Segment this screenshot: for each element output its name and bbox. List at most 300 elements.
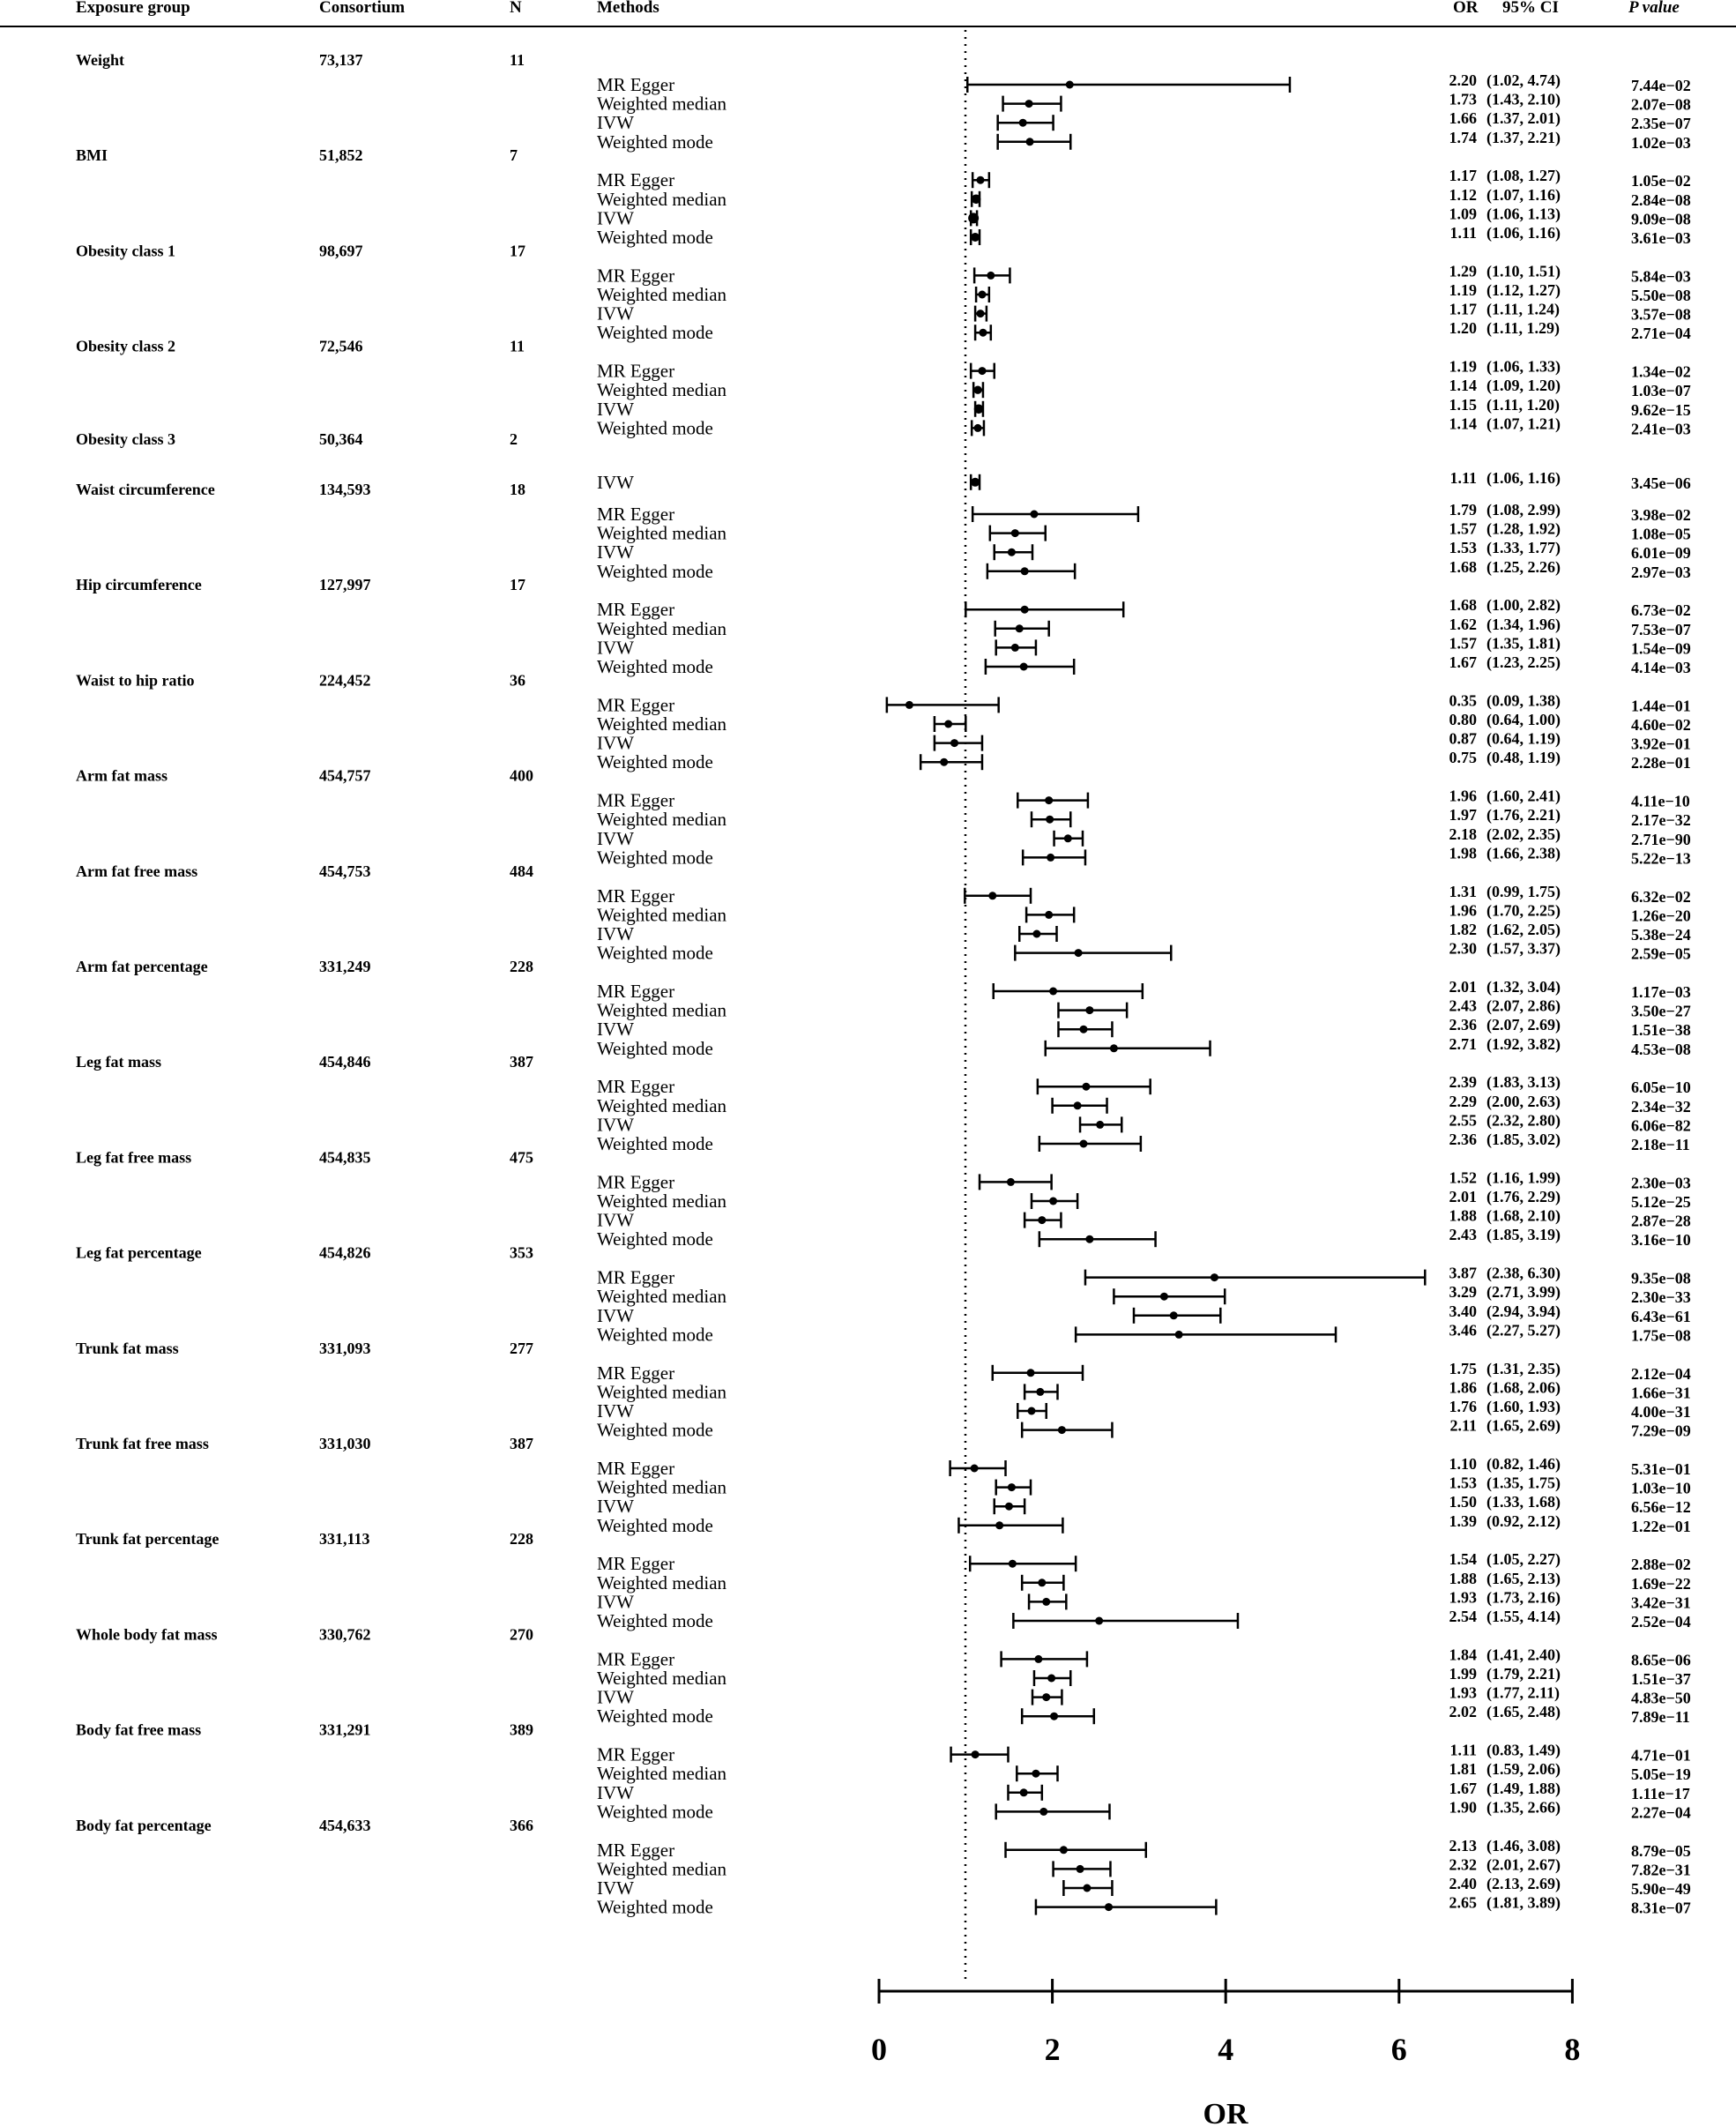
method-label: Weighted median xyxy=(597,1094,727,1116)
method-label: IVW xyxy=(597,923,634,944)
or-value: 1.79 xyxy=(1449,501,1477,519)
ci-value: (1.11, 1.29) xyxy=(1486,319,1560,338)
method-label: Weighted median xyxy=(597,904,727,926)
method-label: Weighted median xyxy=(597,188,727,210)
ci-value: (1.06, 1.13) xyxy=(1486,205,1561,223)
method-label: Weighted mode xyxy=(597,322,713,344)
p-value: 5.31e−01 xyxy=(1631,1460,1691,1478)
ci-value: (1.65, 2.13) xyxy=(1486,1569,1561,1587)
method-label: IVW xyxy=(597,1686,634,1708)
or-value: 1.66 xyxy=(1449,109,1477,128)
point-estimate xyxy=(1005,1503,1013,1511)
p-value: 6.32e−02 xyxy=(1631,887,1691,906)
or-value: 2.20 xyxy=(1449,71,1477,89)
p-value: 8.79e−05 xyxy=(1631,1841,1691,1860)
ci-value: (1.55, 4.14) xyxy=(1486,1608,1561,1625)
ci-value: (1.35, 1.81) xyxy=(1486,634,1561,653)
p-value: 2.52e−04 xyxy=(1631,1613,1691,1631)
group-n: 400 xyxy=(510,766,533,785)
point-estimate xyxy=(1026,138,1034,146)
method-label: IVW xyxy=(597,1114,634,1136)
point-estimate xyxy=(1105,1903,1113,1911)
ci-value: (1.68, 2.10) xyxy=(1486,1206,1561,1225)
point-estimate xyxy=(1046,816,1054,824)
or-value: 1.96 xyxy=(1449,787,1477,805)
point-estimate xyxy=(940,758,948,766)
point-estimate xyxy=(968,213,979,223)
p-value: 2.30e−33 xyxy=(1631,1288,1691,1307)
point-estimate xyxy=(1085,1235,1093,1243)
point-estimate xyxy=(1020,663,1028,671)
or-value: 1.09 xyxy=(1449,205,1477,223)
or-value: 1.84 xyxy=(1449,1646,1477,1664)
or-value: 1.53 xyxy=(1449,1474,1477,1492)
or-value: 1.57 xyxy=(1449,519,1477,538)
method-label: MR Egger xyxy=(597,1266,675,1288)
p-value: 9.62e−15 xyxy=(1631,400,1691,419)
p-value: 1.75e−08 xyxy=(1631,1326,1691,1345)
p-value: 6.73e−02 xyxy=(1631,601,1691,620)
point-estimate xyxy=(1038,1578,1046,1586)
group-name: Body fat free mass xyxy=(76,1720,202,1739)
method-label: IVW xyxy=(597,1591,634,1613)
or-value: 1.81 xyxy=(1449,1760,1477,1779)
group-name: Arm fat free mass xyxy=(76,862,198,880)
method-label: MR Egger xyxy=(597,1076,675,1098)
group-n: 17 xyxy=(510,576,525,594)
group-name: Trunk fat mass xyxy=(76,1339,179,1357)
p-value: 5.22e−13 xyxy=(1631,849,1691,868)
point-estimate xyxy=(950,739,958,747)
p-value: 2.41e−03 xyxy=(1631,420,1691,438)
or-value: 2.13 xyxy=(1449,1836,1477,1855)
or-value: 1.52 xyxy=(1449,1168,1477,1187)
or-value: 1.10 xyxy=(1449,1455,1477,1473)
or-value: 1.67 xyxy=(1449,653,1477,671)
p-value: 3.57e−08 xyxy=(1631,305,1691,324)
p-value: 5.05e−19 xyxy=(1631,1765,1691,1784)
group-n: 484 xyxy=(510,862,533,880)
method-label: MR Egger xyxy=(597,169,675,191)
point-estimate xyxy=(1039,1808,1047,1816)
method-label: Weighted median xyxy=(597,1381,727,1403)
or-value: 0.87 xyxy=(1449,729,1477,748)
point-estimate xyxy=(1160,1293,1168,1301)
ci-value: (2.07, 2.69) xyxy=(1486,1016,1561,1034)
ci-value: (1.09, 1.20) xyxy=(1486,377,1561,395)
ci-value: (1.07, 1.21) xyxy=(1486,414,1561,433)
p-value: 1.51e−37 xyxy=(1631,1670,1691,1688)
method-label: Weighted median xyxy=(597,1668,727,1689)
group-n: 277 xyxy=(510,1339,533,1357)
ci-value: (2.94, 3.94) xyxy=(1486,1302,1561,1320)
ci-value: (1.07, 1.16) xyxy=(1486,185,1561,204)
p-value: 1.03e−07 xyxy=(1631,382,1691,400)
point-estimate xyxy=(1047,1675,1055,1683)
method-label: MR Egger xyxy=(597,360,675,382)
ci-value: (1.37, 2.01) xyxy=(1486,109,1561,128)
ci-value: (1.62, 2.05) xyxy=(1486,921,1561,938)
method-label: Weighted mode xyxy=(597,1610,713,1631)
point-estimate xyxy=(1028,1407,1036,1415)
group-name: Arm fat mass xyxy=(76,766,168,785)
group-n: 387 xyxy=(510,1053,533,1071)
method-label: IVW xyxy=(597,1304,634,1326)
group-consortium: 72,546 xyxy=(319,337,363,355)
method-label: MR Egger xyxy=(597,1553,675,1575)
or-value: 3.29 xyxy=(1449,1283,1477,1302)
p-value: 6.56e−12 xyxy=(1631,1498,1691,1517)
method-label: Weighted median xyxy=(597,617,727,639)
point-estimate xyxy=(1049,988,1057,996)
group-n: 387 xyxy=(510,1435,533,1452)
group-n: 475 xyxy=(510,1148,533,1167)
ci-value: (1.06, 1.16) xyxy=(1486,224,1561,242)
point-estimate xyxy=(988,892,996,899)
group-n: 2 xyxy=(510,429,518,448)
p-value: 4.00e−31 xyxy=(1631,1403,1691,1421)
method-label: Weighted median xyxy=(597,379,727,401)
point-estimate xyxy=(1034,1655,1042,1663)
or-value: 1.93 xyxy=(1449,1588,1477,1607)
ci-value: (1.33, 1.68) xyxy=(1486,1493,1561,1511)
ci-value: (2.27, 5.27) xyxy=(1486,1321,1561,1340)
p-value: 4.11e−10 xyxy=(1631,792,1690,810)
point-estimate xyxy=(971,478,980,487)
method-label: MR Egger xyxy=(597,1171,675,1193)
x-axis xyxy=(871,1979,1580,2127)
p-value: 5.38e−24 xyxy=(1631,926,1691,944)
method-label: IVW xyxy=(597,1781,634,1803)
ci-value: (0.48, 1.19) xyxy=(1486,749,1561,767)
or-value: 1.98 xyxy=(1449,844,1477,862)
group-consortium: 454,835 xyxy=(319,1148,371,1167)
ci-value: (1.16, 1.99) xyxy=(1486,1168,1561,1187)
ci-value: (0.99, 1.75) xyxy=(1486,882,1561,900)
or-value: 1.19 xyxy=(1449,357,1477,376)
method-label: IVW xyxy=(597,302,634,325)
ci-value: (1.83, 3.13) xyxy=(1486,1073,1561,1092)
ci-value: (1.59, 2.06) xyxy=(1486,1760,1561,1779)
x-tick-label: 8 xyxy=(1564,2032,1581,2067)
ci-value: (1.43, 2.10) xyxy=(1486,90,1561,108)
point-estimate xyxy=(971,1465,979,1473)
or-value: 1.68 xyxy=(1449,596,1477,615)
or-value: 0.35 xyxy=(1449,691,1477,710)
group-consortium: 331,113 xyxy=(319,1530,370,1549)
or-value: 1.88 xyxy=(1449,1206,1477,1225)
p-value: 4.14e−03 xyxy=(1631,659,1691,676)
ci-value: (1.73, 2.16) xyxy=(1486,1588,1561,1607)
p-value: 2.34e−32 xyxy=(1631,1097,1691,1116)
group-n: 366 xyxy=(510,1816,533,1834)
method-label: MR Egger xyxy=(597,265,675,287)
ci-value: (1.60, 1.93) xyxy=(1486,1398,1561,1415)
method-label: MR Egger xyxy=(597,1743,675,1765)
ci-value: (1.28, 1.92) xyxy=(1486,519,1561,538)
method-label: Weighted median xyxy=(597,284,727,305)
group-consortium: 454,633 xyxy=(319,1816,371,1834)
p-value: 2.88e−02 xyxy=(1631,1556,1691,1574)
p-value: 6.06e−82 xyxy=(1631,1116,1691,1135)
group-name: Obesity class 3 xyxy=(76,429,176,448)
or-value: 2.29 xyxy=(1449,1092,1477,1110)
ci-value: (1.68, 2.06) xyxy=(1486,1378,1561,1397)
p-value: 7.44e−02 xyxy=(1631,77,1691,94)
or-value: 1.20 xyxy=(1449,319,1477,338)
x-tick-label: 2 xyxy=(1044,2032,1061,2067)
p-value: 1.03e−10 xyxy=(1631,1479,1691,1497)
ci-value: (1.65, 2.69) xyxy=(1486,1416,1561,1435)
or-value: 0.80 xyxy=(1449,711,1477,728)
group-n: 228 xyxy=(510,1530,533,1549)
p-value: 3.50e−27 xyxy=(1631,1002,1691,1020)
ci-value: (1.81, 3.89) xyxy=(1486,1893,1561,1912)
p-value: 1.02e−03 xyxy=(1631,133,1691,152)
header-95ci: 95% CI xyxy=(1502,0,1559,17)
method-label: Weighted median xyxy=(597,1190,727,1212)
point-estimate xyxy=(1008,1483,1016,1491)
method-label: MR Egger xyxy=(597,504,675,525)
p-value: 3.61e−03 xyxy=(1631,229,1691,247)
method-label: Weighted mode xyxy=(597,131,713,153)
or-value: 3.40 xyxy=(1449,1302,1477,1320)
p-value: 3.42e−31 xyxy=(1631,1593,1691,1612)
point-estimate xyxy=(1066,81,1074,89)
ci-value: (1.02, 4.74) xyxy=(1486,71,1561,89)
group-consortium: 127,997 xyxy=(319,576,371,594)
point-estimate xyxy=(1019,119,1027,127)
ci-value: (1.23, 2.25) xyxy=(1486,653,1561,671)
group-n: 36 xyxy=(510,671,525,690)
group-consortium: 224,452 xyxy=(319,671,371,690)
p-value: 2.17e−32 xyxy=(1631,811,1691,830)
ci-value: (1.05, 2.27) xyxy=(1486,1550,1561,1569)
group-name: Trunk fat percentage xyxy=(76,1530,220,1549)
p-value: 7.89e−11 xyxy=(1631,1708,1690,1727)
or-value: 1.11 xyxy=(1449,224,1477,242)
point-estimate xyxy=(1079,1140,1087,1148)
or-value: 1.90 xyxy=(1449,1798,1477,1817)
ci-value: (1.06, 1.16) xyxy=(1486,468,1561,487)
method-label: MR Egger xyxy=(597,884,675,907)
group-name: Arm fat percentage xyxy=(76,958,208,975)
group-name: Body fat percentage xyxy=(76,1816,212,1834)
point-estimate xyxy=(1175,1331,1183,1339)
method-label: Weighted median xyxy=(597,713,727,735)
group-consortium: 331,030 xyxy=(319,1435,371,1452)
group-consortium: 454,846 xyxy=(319,1053,371,1071)
or-value: 1.39 xyxy=(1449,1511,1477,1530)
method-label: Weighted mode xyxy=(597,942,713,964)
point-estimate xyxy=(1058,1426,1066,1434)
point-estimate xyxy=(971,233,980,242)
ci-value: (1.49, 1.88) xyxy=(1486,1779,1561,1797)
x-tick-label: 6 xyxy=(1390,2032,1407,2067)
ci-value: (2.00, 2.63) xyxy=(1486,1092,1561,1110)
ci-value: (1.11, 1.20) xyxy=(1486,395,1560,414)
ci-value: (1.85, 3.19) xyxy=(1486,1226,1561,1244)
method-label: Weighted median xyxy=(597,809,727,831)
method-label: MR Egger xyxy=(597,694,675,716)
ci-value: (1.46, 3.08) xyxy=(1486,1836,1561,1855)
or-value: 1.62 xyxy=(1449,615,1477,633)
group-n: 389 xyxy=(510,1720,533,1739)
point-estimate xyxy=(1038,1216,1046,1224)
ci-value: (2.13, 2.69) xyxy=(1486,1875,1561,1892)
p-value: 1.54e−09 xyxy=(1631,639,1691,658)
group-name: Leg fat mass xyxy=(76,1053,161,1071)
group-name: Obesity class 1 xyxy=(76,242,176,260)
ci-value: (1.32, 3.04) xyxy=(1486,978,1561,996)
p-value: 7.29e−09 xyxy=(1631,1422,1691,1440)
or-value: 1.57 xyxy=(1449,634,1477,653)
group-name: Waist circumference xyxy=(76,481,215,498)
method-label: Weighted mode xyxy=(597,1896,713,1918)
group-n: 11 xyxy=(510,51,525,69)
point-estimate xyxy=(1170,1311,1178,1319)
point-estimate xyxy=(1021,567,1029,575)
or-value: 1.86 xyxy=(1449,1378,1477,1397)
header-or: OR xyxy=(1453,0,1479,17)
method-label: Weighted mode xyxy=(597,1419,713,1441)
point-estimate xyxy=(973,385,981,393)
group-consortium: 134,593 xyxy=(319,481,371,498)
group-consortium: 73,137 xyxy=(319,51,363,69)
p-value: 6.01e−09 xyxy=(1631,544,1691,563)
or-value: 1.67 xyxy=(1449,1779,1477,1797)
p-value: 2.59e−05 xyxy=(1631,944,1691,963)
or-value: 1.11 xyxy=(1449,1741,1477,1759)
method-label: MR Egger xyxy=(597,74,675,95)
or-value: 1.19 xyxy=(1449,281,1477,299)
or-value: 0.75 xyxy=(1449,749,1477,767)
method-label: Weighted mode xyxy=(597,417,713,439)
method-label: Weighted mode xyxy=(597,227,713,248)
group-consortium: 51,852 xyxy=(319,146,363,165)
method-label: IVW xyxy=(597,112,634,134)
group-consortium: 330,762 xyxy=(319,1625,371,1644)
p-value: 2.97e−03 xyxy=(1631,563,1691,581)
group-consortium: 454,757 xyxy=(319,766,371,785)
or-value: 2.40 xyxy=(1449,1875,1477,1892)
header-exposure-group: Exposure group xyxy=(76,0,190,17)
p-value: 1.08e−05 xyxy=(1631,525,1691,543)
ci-value: (2.01, 2.67) xyxy=(1486,1855,1561,1874)
or-value: 1.93 xyxy=(1449,1683,1477,1702)
or-value: 2.43 xyxy=(1449,1226,1477,1244)
point-estimate xyxy=(1008,549,1016,556)
method-label: Weighted mode xyxy=(597,1514,713,1536)
or-value: 1.76 xyxy=(1449,1398,1477,1415)
method-label: IVW xyxy=(597,471,634,493)
method-label: MR Egger xyxy=(597,1458,675,1479)
p-value: 8.65e−06 xyxy=(1631,1651,1691,1669)
or-value: 3.46 xyxy=(1449,1321,1477,1340)
group-name: Leg fat percentage xyxy=(76,1243,202,1262)
point-estimate xyxy=(987,272,995,280)
ci-value: (1.35, 1.75) xyxy=(1486,1474,1561,1492)
or-value: 1.96 xyxy=(1449,901,1477,920)
or-value: 1.75 xyxy=(1449,1359,1477,1377)
method-label: Weighted mode xyxy=(597,1133,713,1154)
point-estimate xyxy=(1064,834,1072,842)
method-label: IVW xyxy=(597,827,634,849)
group-n: 270 xyxy=(510,1625,533,1644)
or-value: 2.36 xyxy=(1449,1016,1477,1034)
p-value: 2.12e−04 xyxy=(1631,1364,1691,1383)
method-label: IVW xyxy=(597,541,634,563)
or-value: 1.14 xyxy=(1449,377,1477,395)
method-label: IVW xyxy=(597,398,634,420)
method-label: MR Egger xyxy=(597,981,675,1002)
p-value: 3.92e−01 xyxy=(1631,735,1691,753)
or-value: 2.11 xyxy=(1449,1416,1477,1435)
ci-value: (0.82, 1.46) xyxy=(1486,1455,1561,1473)
ci-value: (1.60, 2.41) xyxy=(1486,787,1561,805)
method-label: Weighted mode xyxy=(597,1705,713,1728)
ci-value: (1.06, 1.33) xyxy=(1486,357,1561,376)
p-value: 1.51e−38 xyxy=(1631,1021,1691,1040)
point-estimate xyxy=(1042,1693,1050,1701)
or-value: 2.39 xyxy=(1449,1073,1477,1092)
point-estimate xyxy=(1025,100,1033,108)
or-value: 1.82 xyxy=(1449,921,1477,938)
point-estimate xyxy=(1047,854,1054,862)
method-label: IVW xyxy=(597,207,634,229)
ci-value: (0.64, 1.00) xyxy=(1486,711,1561,728)
ci-value: (1.92, 3.82) xyxy=(1486,1034,1561,1053)
ci-value: (1.33, 1.77) xyxy=(1486,539,1561,557)
point-estimate xyxy=(1011,529,1019,537)
p-value: 2.18e−11 xyxy=(1631,1136,1690,1153)
method-label: Weighted mode xyxy=(597,1228,713,1250)
ci-value: (1.66, 2.38) xyxy=(1486,844,1561,862)
ci-value: (2.07, 2.86) xyxy=(1486,996,1561,1015)
group-consortium: 50,364 xyxy=(319,429,363,448)
method-label: Weighted median xyxy=(597,1476,727,1498)
p-value: 3.98e−02 xyxy=(1631,506,1691,524)
method-label: Weighted mode xyxy=(597,1801,713,1823)
method-label: Weighted mode xyxy=(597,1324,713,1346)
p-value: 4.83e−50 xyxy=(1631,1689,1691,1707)
group-consortium: 454,826 xyxy=(319,1243,371,1262)
group-name: Obesity class 2 xyxy=(76,337,176,355)
p-value: 1.17e−03 xyxy=(1631,983,1691,1001)
group-n: 353 xyxy=(510,1243,533,1262)
ci-value: (2.38, 6.30) xyxy=(1486,1264,1561,1282)
point-estimate xyxy=(1032,1770,1039,1778)
p-value: 5.50e−08 xyxy=(1631,287,1691,304)
forest-rows xyxy=(76,51,1691,1918)
ci-value: (1.85, 3.02) xyxy=(1486,1131,1561,1148)
p-value: 2.87e−28 xyxy=(1631,1212,1691,1230)
or-value: 2.18 xyxy=(1449,825,1477,843)
or-value: 1.53 xyxy=(1449,539,1477,557)
point-estimate xyxy=(1030,511,1038,519)
method-label: Weighted median xyxy=(597,522,727,544)
or-value: 1.88 xyxy=(1449,1569,1477,1587)
p-value: 2.07e−08 xyxy=(1631,95,1691,114)
ci-value: (1.37, 2.21) xyxy=(1486,128,1561,146)
point-estimate xyxy=(978,367,986,375)
p-value: 3.16e−10 xyxy=(1631,1231,1691,1250)
point-estimate xyxy=(1020,1788,1028,1796)
point-estimate xyxy=(977,310,985,317)
point-estimate xyxy=(1007,1178,1015,1186)
ci-value: (2.32, 2.80) xyxy=(1486,1111,1561,1130)
p-value: 5.90e−49 xyxy=(1631,1880,1691,1898)
